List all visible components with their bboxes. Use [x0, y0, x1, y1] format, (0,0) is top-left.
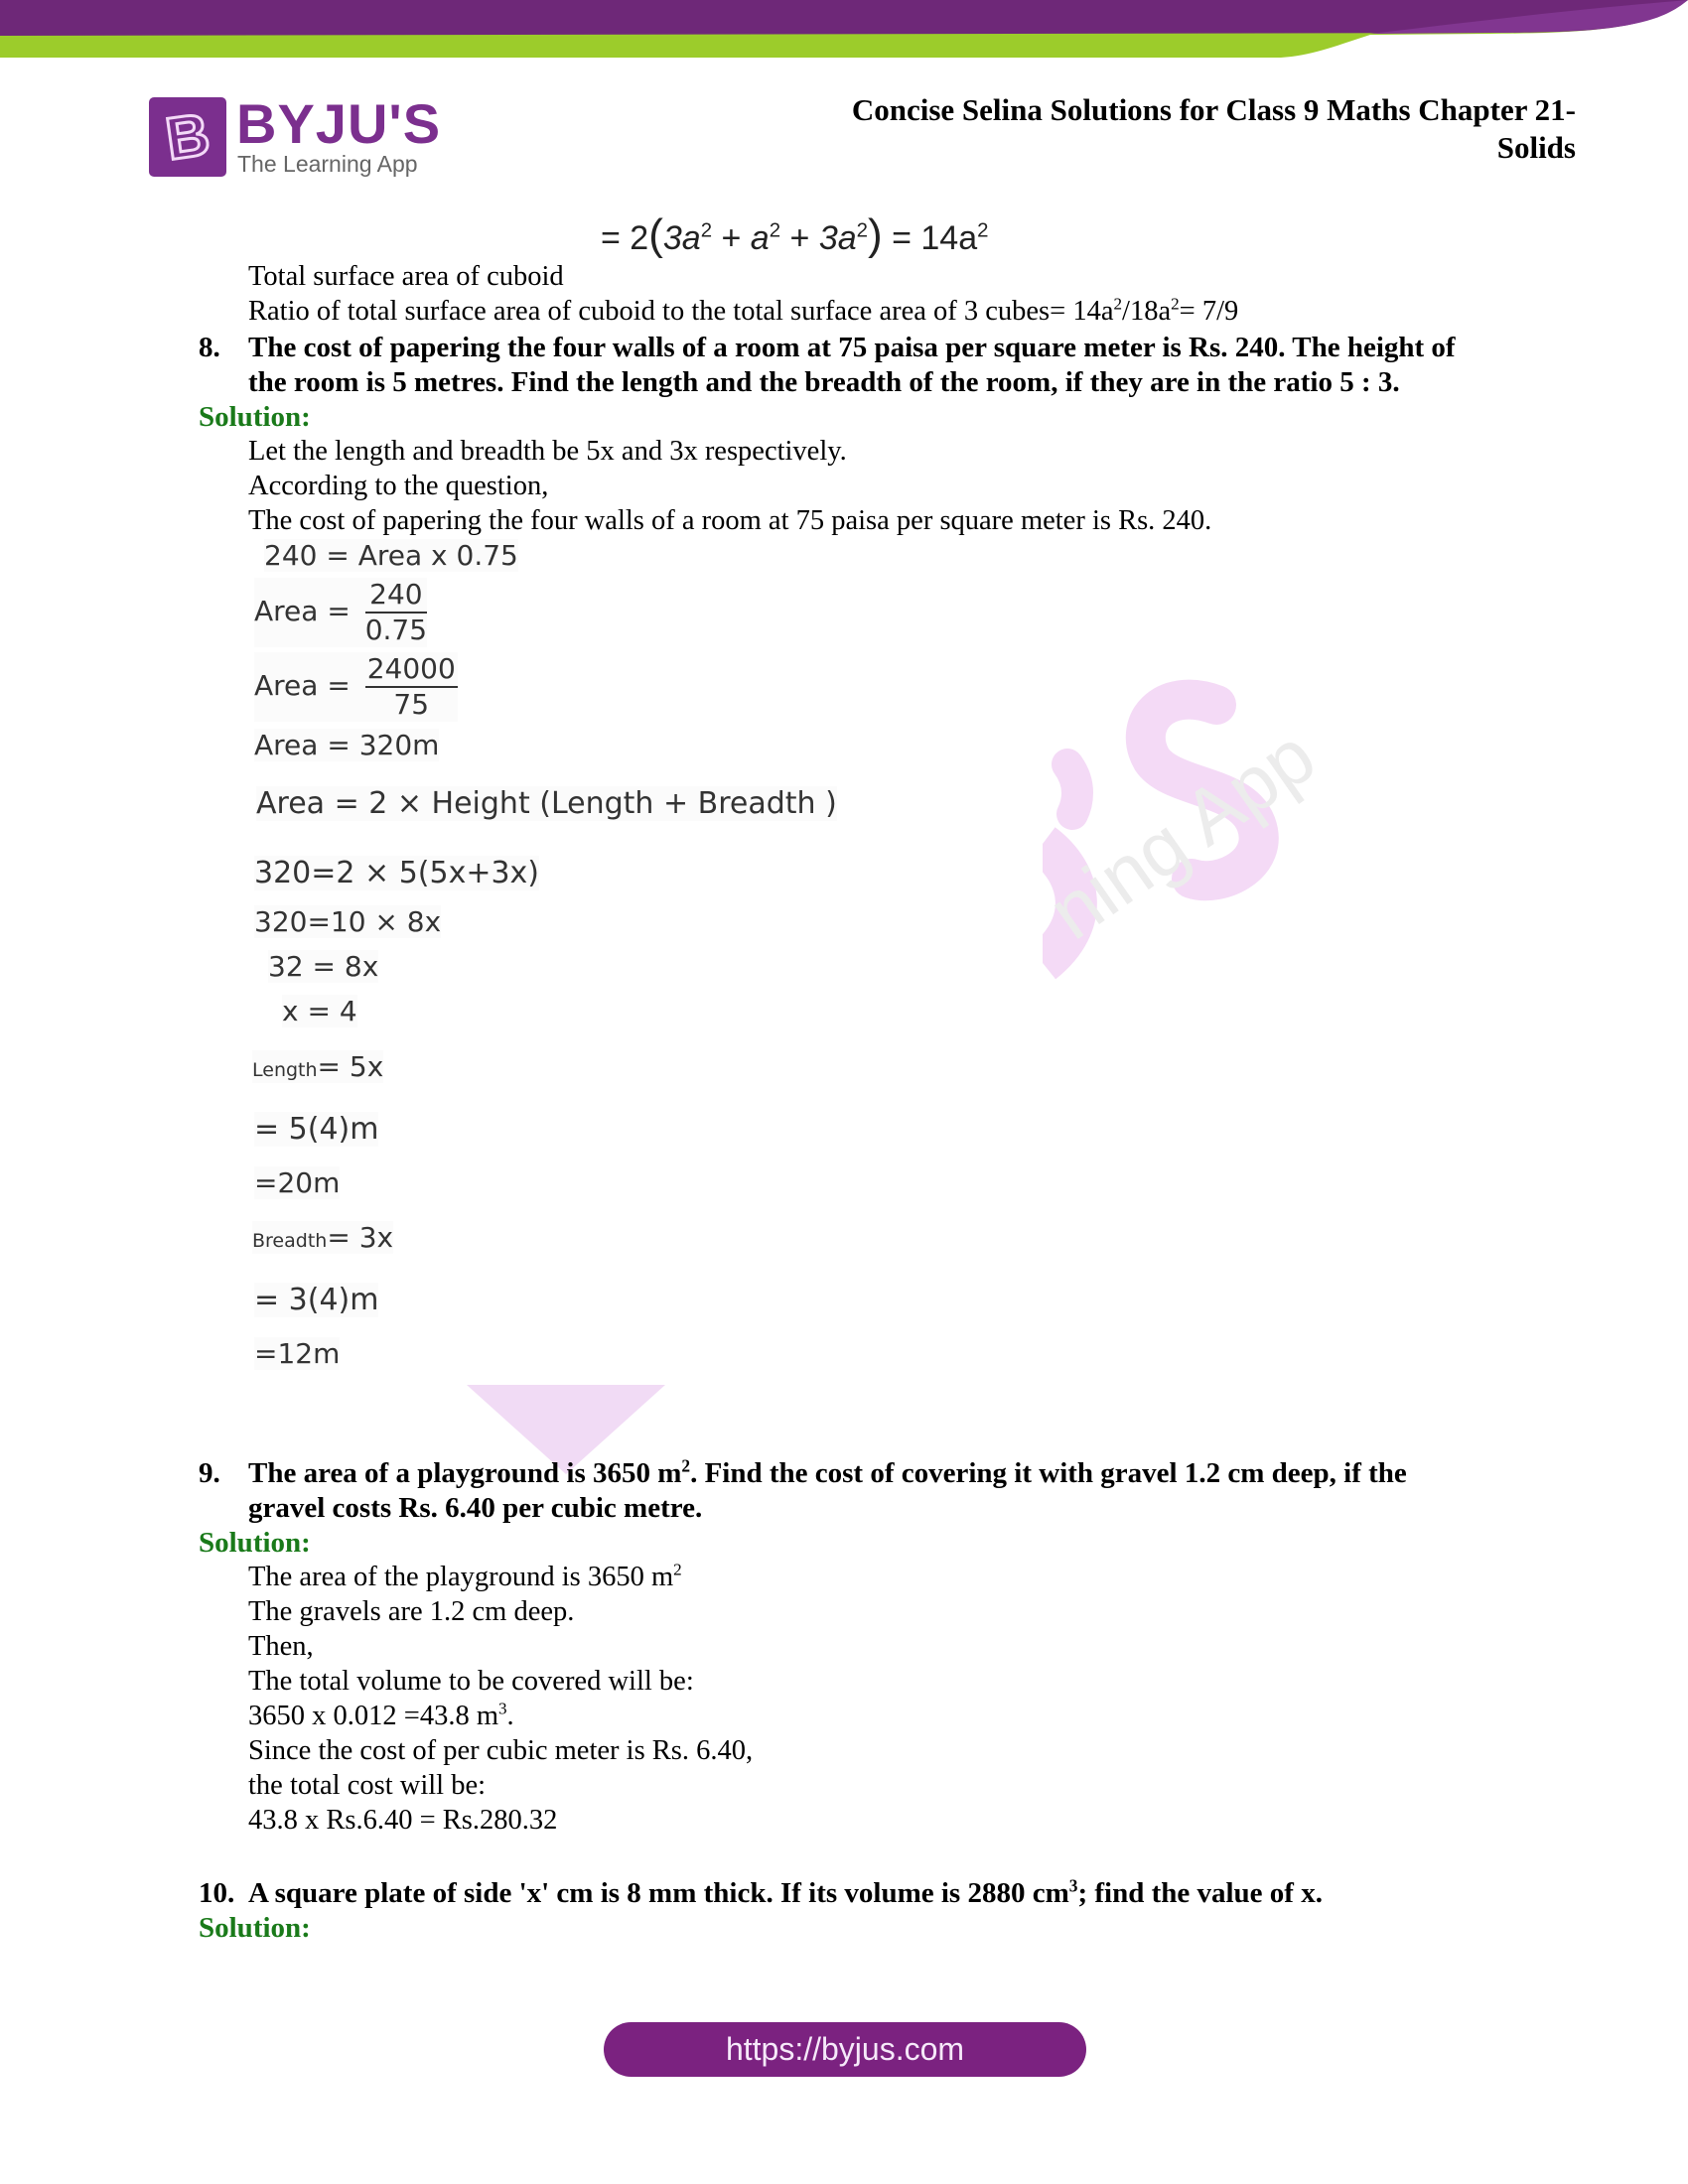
- math-step: =20m: [254, 1166, 341, 1199]
- question-text: The area of a playground is 3650 $m^2$. Find the cost of covering it with gravel 1.2 cm deep, if the: [248, 1455, 1407, 1489]
- math-step: 240 = Area x 0.75: [264, 539, 518, 572]
- solution-label: Solution:: [199, 1912, 311, 1944]
- equation-surface-area: = $2(3a^2 + a^2 + 3a^2) = 14a^2$: [601, 210, 989, 259]
- math-step: = 5(4)m: [254, 1112, 379, 1147]
- text-line: Total surface area of cuboid: [248, 261, 564, 292]
- text-line: the total cost will be:: [248, 1770, 487, 1801]
- math-step: x = 4: [282, 995, 357, 1027]
- math-step-fraction: Area = $\frac{240}{0.75}$: [254, 578, 428, 646]
- text-line: The gravels are 1.2 cm deep.: [248, 1596, 575, 1627]
- text-line: The cost of papering the four walls of a room at 75 paisa per square meter is Rs. 240.: [248, 505, 1212, 536]
- solution-label: Solution:: [199, 401, 311, 433]
- question-text: A square plate of side 'x' cm is 8 mm thick. If its volume is 2880 $cm^3$; find the value of x.: [248, 1875, 1323, 1909]
- solution-label: Solution:: [199, 1527, 311, 1559]
- header-banner: [0, 0, 1688, 69]
- brand-tagline: The Learning App: [237, 151, 418, 177]
- question-text: gravel costs Rs. 6.40 per cubic metre.: [248, 1492, 703, 1524]
- question-number: 8.: [199, 332, 220, 363]
- text-line: Then,: [248, 1631, 314, 1662]
- question-number: 9.: [199, 1457, 220, 1489]
- text-line: According to the question,: [248, 471, 549, 501]
- text-line: The total volume to be covered will be:: [248, 1666, 694, 1697]
- text-line: Let the length and breadth be 5x and 3x respectively.: [248, 436, 847, 467]
- text-line: 3650 x 0.012 =43.8 $m^3$.: [248, 1699, 514, 1731]
- question-number: 10.: [199, 1877, 235, 1909]
- math-step: =12m: [254, 1337, 341, 1370]
- math-step: Area = 2 × Height (Length + Breadth ): [256, 786, 837, 821]
- math-step: 320=10 × 8x: [254, 905, 442, 938]
- math-step: 32 = 8x: [268, 950, 379, 983]
- footer-url-link[interactable]: https://byjus.com: [604, 2022, 1086, 2077]
- math-step: = 3(4)m: [254, 1283, 379, 1317]
- math-step: Area = 320m: [254, 729, 440, 761]
- watermark-text: ning App: [1033, 711, 1331, 956]
- text-line: The area of the playground is 3650 $m^2$: [248, 1560, 682, 1592]
- math-step: Breadth= 3x: [252, 1221, 394, 1254]
- brand-name: BYJU'S: [236, 92, 442, 155]
- text-line: Since the cost of per cubic meter is Rs. 6.40,: [248, 1735, 754, 1766]
- math-step-fraction: Area = $\frac{24000}{75}$: [254, 652, 456, 721]
- math-step: 320=2 × 5(5x+3x): [254, 856, 540, 890]
- document-title: Concise Selina Solutions for Class 9 Maths Chapter 21- Solids: [851, 92, 1576, 165]
- byjus-logo: [149, 92, 442, 181]
- question-text: The cost of papering the four walls of a room at 75 paisa per square meter is Rs. 240. The height of: [248, 332, 1456, 363]
- question-text: the room is 5 metres. Find the length and the breadth of the room, if they are in the ratio 5 : 3.: [248, 366, 1400, 398]
- text-line: Ratio of total surface area of cuboid to the total surface area of 3 cubes= $14a^2/18a^2= 7/9$: [248, 294, 1239, 327]
- math-step: Length= 5x: [252, 1050, 384, 1083]
- text-line: 43.8 x Rs.6.40 = Rs.280.32: [248, 1805, 558, 1836]
- logo-b-icon: B: [149, 97, 226, 177]
